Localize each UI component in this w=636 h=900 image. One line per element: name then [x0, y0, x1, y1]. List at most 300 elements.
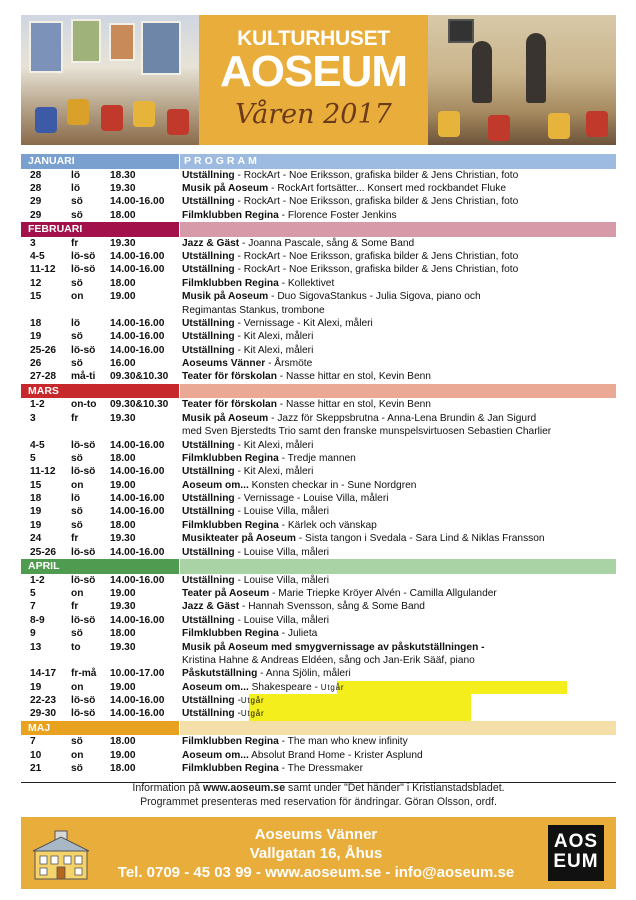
event-description: [182, 587, 497, 600]
info-pre: Information på: [132, 782, 204, 794]
event-detail: - Anna Sjölin, måleri: [260, 668, 351, 680]
event-row: [21, 439, 616, 452]
event-detail: - Kit Alexi, måleri: [237, 466, 314, 478]
event-time: 18.30: [110, 169, 136, 181]
event-detail: - Nasse hittar en stol, Kevin Benn: [279, 399, 431, 411]
event-title: Utställning: [182, 708, 235, 720]
event-row: [21, 344, 616, 357]
event-title: Utställning: [182, 196, 235, 208]
event-day: lö-sö: [71, 466, 96, 478]
event-time: 14.00-16.00: [110, 331, 165, 343]
event-date: 19: [30, 331, 42, 343]
footer-text: [96, 826, 536, 881]
event-title: Jazz & Gäst: [182, 237, 240, 249]
event-day: lö-sö: [71, 264, 96, 276]
event-date: 29-30: [30, 708, 57, 720]
event-detail: - Kit Alexi, måleri: [237, 439, 314, 451]
event-description: [182, 344, 313, 357]
event-day: lö-sö: [71, 439, 96, 451]
event-time: 14.00-16.00: [110, 708, 165, 720]
month-bar: [180, 384, 616, 399]
event-date: 29: [30, 196, 42, 208]
event-date: 5: [30, 587, 36, 599]
event-time: 09.30&10.30: [110, 399, 169, 411]
footer-banner: [21, 817, 616, 889]
event-row: [21, 587, 616, 600]
event-description: [182, 237, 414, 250]
event-time: 14.00-16.00: [110, 506, 165, 518]
event-description: Utställning -Utgår: [182, 695, 265, 707]
event-time: 16.00: [110, 358, 136, 370]
event-day: fr: [71, 237, 79, 249]
cancelled-label: Utgår: [320, 682, 345, 692]
event-time: 14.00-16.00: [110, 317, 165, 329]
event-row: [21, 452, 616, 465]
event-day: sö: [71, 331, 83, 343]
event-date: 18: [30, 317, 42, 329]
event-date: 19: [30, 681, 42, 693]
month-header-april: [21, 559, 616, 574]
event-row: [21, 627, 616, 640]
event-day: lö: [71, 182, 81, 194]
event-detail: med Sven Bjerstedts Trio samt den franske munspelsvirtuosen Sebastien Charlier: [182, 426, 552, 438]
event-row: [21, 169, 616, 182]
event-date: 7: [30, 601, 36, 613]
event-title: Utställning: [182, 331, 235, 343]
event-day: sö: [71, 196, 83, 208]
event-title: Aoseum om...: [182, 681, 249, 693]
event-detail: - Julieta: [281, 628, 318, 640]
banner-title: [199, 15, 428, 145]
event-date: 25-26: [30, 344, 57, 356]
event-description: [182, 277, 334, 290]
event-detail: - Florence Foster Jenkins: [281, 209, 397, 221]
event-title: Teater för förskolan: [182, 399, 277, 411]
event-time: 18.00: [110, 452, 136, 464]
event-date: 18: [30, 493, 42, 505]
event-time: 14.00-16.00: [110, 439, 165, 451]
event-detail: - Marie Triepke Kröyer Alvén - Camilla Allgulander: [272, 587, 497, 599]
event-date: 10: [30, 749, 42, 761]
event-detail: - Kärlek och vänskap: [281, 519, 377, 531]
event-date: 26: [30, 358, 42, 370]
event-row: [21, 574, 616, 587]
event-description: Utställning -Utgår: [182, 708, 265, 720]
event-day: sö: [71, 736, 83, 748]
event-date: 11-12: [30, 466, 56, 478]
event-title: Filmklubben Regina: [182, 628, 279, 640]
event-description: [182, 439, 313, 452]
event-row: [21, 412, 616, 425]
concert-photo: [428, 15, 616, 145]
info-text: [21, 781, 616, 809]
event-time: 19.00: [110, 479, 136, 491]
event-day: lö-sö: [71, 708, 96, 720]
event-row: [21, 317, 616, 330]
event-description: [182, 412, 536, 425]
event-detail: - Vernissage - Kit Alexi, måleri: [237, 317, 373, 329]
event-time: 14.00-16.00: [110, 695, 165, 707]
event-time: 19.00: [110, 749, 136, 761]
event-detail: - RockArt fortsätter... Konsert med rockbandet Fluke: [271, 182, 507, 194]
event-detail: - Kit Alexi, måleri: [237, 331, 314, 343]
month-bar: [180, 222, 616, 237]
event-description: [182, 532, 545, 545]
month-bar: PROGRAM: [180, 154, 616, 169]
event-title: Utställning: [182, 250, 235, 262]
event-detail: - Louise Villa, måleri: [237, 546, 330, 558]
event-row: [21, 398, 616, 411]
event-date: 19: [30, 506, 42, 518]
event-description: [182, 749, 423, 762]
event-date: 15: [30, 479, 42, 491]
aoseum-logo: [548, 825, 604, 881]
event-day: fr-må: [71, 668, 97, 680]
month-header-februari: [21, 222, 616, 237]
info-post: samt under "Det händer" i Kristianstadsbladet.: [285, 782, 505, 794]
event-description: [182, 398, 431, 411]
event-description: [182, 425, 551, 438]
event-day: to: [71, 641, 81, 653]
event-row: [21, 357, 616, 370]
event-detail: - Kit Alexi, måleri: [237, 344, 314, 356]
event-day: sö: [71, 452, 83, 464]
event-time: 19.30: [110, 237, 136, 249]
event-day: lö-sö: [71, 614, 96, 626]
event-day: sö: [71, 519, 83, 531]
event-description: [182, 209, 397, 222]
event-day: lö-sö: [71, 546, 96, 558]
event-time: 14.00-16.00: [110, 196, 165, 208]
event-time: 14.00-16.00: [110, 466, 165, 478]
event-row: [21, 277, 616, 290]
event-date: 3: [30, 237, 36, 249]
event-row: [21, 465, 616, 478]
footer-address: Vallgatan 16, Åhus: [249, 845, 383, 862]
event-row: [21, 250, 616, 263]
event-description: [182, 519, 377, 532]
event-description: [182, 614, 329, 627]
event-day: sö: [71, 763, 83, 775]
event-description: [182, 641, 485, 654]
event-time: 14.00-16.00: [110, 344, 165, 356]
event-detail: - Kollektivet: [281, 277, 335, 289]
event-time: 14.00-16.00: [110, 250, 165, 262]
event-detail: - Jazz för Skeppsbrutna - Anna-Lena Brundin & Jan Sigurd: [271, 412, 537, 424]
event-title: Filmklubben Regina: [182, 736, 279, 748]
event-row: [21, 237, 616, 250]
house-icon: [29, 829, 93, 881]
event-row: [21, 182, 616, 195]
event-day: sö: [71, 277, 83, 289]
cancelled-label: Utgår: [240, 696, 265, 706]
event-detail: - Vernissage - Louise Villa, måleri: [237, 493, 389, 505]
event-description: [182, 195, 518, 208]
event-title: Utställning: [182, 466, 235, 478]
event-title: Teater för förskolan: [182, 371, 277, 383]
event-detail: Konsten checkar in - Sune Nordgren: [251, 479, 417, 491]
event-description: [182, 370, 431, 383]
event-row: [21, 654, 616, 667]
event-description: [182, 492, 388, 505]
event-description: [182, 574, 329, 587]
logo-top: AOS: [553, 831, 599, 852]
event-time: 14.00-16.00: [110, 264, 165, 276]
event-time: 19.30: [110, 182, 136, 194]
event-time: 18.00: [110, 209, 136, 221]
cancelled-highlight: [249, 707, 471, 720]
cancelled-label: Utgår: [240, 709, 265, 719]
event-date: 7: [30, 736, 36, 748]
event-detail: - Hannah Svensson, sång & Some Band: [242, 601, 425, 613]
event-time: 18.00: [110, 628, 136, 640]
event-description: [182, 263, 518, 276]
event-detail: - Louise Villa, måleri: [237, 614, 330, 626]
event-detail: - Tredje mannen: [281, 452, 356, 464]
event-row: [21, 304, 616, 317]
month-name: FEBRUARI: [21, 222, 179, 237]
event-date: 22-23: [30, 695, 57, 707]
event-description: [182, 465, 313, 478]
event-detail: - RockArt - Noe Eriksson, grafiska bilder & Jens Christian, foto: [237, 264, 519, 276]
banner-season: Våren 2017: [235, 99, 392, 130]
event-time: 14.00-16.00: [110, 493, 165, 505]
event-date: 19: [30, 519, 42, 531]
event-description: [182, 304, 325, 317]
event-description: [182, 290, 481, 303]
event-title: Teater på Aoseum: [182, 587, 270, 599]
event-description: [182, 546, 329, 559]
event-date: 21: [30, 763, 42, 775]
event-day: fr: [71, 533, 79, 545]
event-row: [21, 641, 616, 654]
event-row: [21, 681, 616, 694]
event-detail: - Sista tangon i Svedala - Sara Lind & Niklas Fransson: [298, 533, 545, 545]
event-date: 5: [30, 452, 36, 464]
info-line2: Programmet presenteras med reservation för ändringar. Göran Olsson, ordf.: [140, 796, 497, 808]
event-time: 09.30&10.30: [110, 371, 169, 383]
event-date: 12: [30, 277, 42, 289]
event-row: [21, 749, 616, 762]
event-detail: - RockArt - Noe Eriksson, grafiska bilder & Jens Christian, foto: [237, 169, 519, 181]
event-title: Jazz & Gäst: [182, 601, 240, 613]
month-bar: [180, 721, 616, 736]
event-description: [182, 627, 317, 640]
event-row: [21, 263, 616, 276]
event-row: [21, 600, 616, 613]
event-day: on-to: [71, 399, 97, 411]
event-title: Musik på Aoseum: [182, 291, 269, 303]
event-time: 19.00: [110, 587, 136, 599]
event-detail: - RockArt - Noe Eriksson, grafiska bilder & Jens Christian, foto: [237, 250, 519, 262]
month-header-januari: [21, 154, 616, 169]
banner-line1: KULTURHUSET: [237, 27, 390, 50]
event-day: on: [71, 479, 84, 491]
event-date: 28: [30, 182, 42, 194]
event-title: Utställning: [182, 695, 235, 707]
event-row: [21, 479, 616, 492]
event-row: [21, 195, 616, 208]
event-description: [182, 169, 518, 182]
event-day: sö: [71, 628, 83, 640]
event-title: Utställning: [182, 264, 235, 276]
event-day: lö-sö: [71, 574, 96, 586]
header-banner: [21, 15, 616, 145]
event-time: 18.00: [110, 763, 136, 775]
event-date: 14-17: [30, 668, 57, 680]
event-day: on: [71, 291, 84, 303]
event-date: 28: [30, 169, 42, 181]
event-title: Filmklubben Regina: [182, 452, 279, 464]
event-title: Utställning: [182, 614, 235, 626]
event-title: Musik på Aoseum: [182, 182, 269, 194]
event-date: 27-28: [30, 371, 57, 383]
event-day: on: [71, 681, 84, 693]
event-title: Utställning: [182, 574, 235, 586]
event-time: 19.30: [110, 412, 136, 424]
event-title: Filmklubben Regina: [182, 519, 279, 531]
event-description: [182, 317, 373, 330]
event-day: lö-sö: [71, 250, 96, 262]
event-date: 15: [30, 291, 42, 303]
event-detail: Kristina Hahne & Andreas Eldéen, sång och Jan-Erik Sääf, piano: [182, 654, 475, 666]
event-day: må-ti: [71, 371, 96, 383]
event-date: 25-26: [30, 546, 57, 558]
event-row: [21, 614, 616, 627]
event-description: [182, 681, 344, 694]
event-title: Utställning: [182, 546, 235, 558]
event-detail: - Louise Villa, måleri: [237, 574, 330, 586]
event-description: [182, 182, 506, 195]
event-time: 19.30: [110, 641, 136, 653]
event-title: Aoseum om...: [182, 749, 249, 761]
cancelled-highlight: [249, 694, 471, 707]
gallery-photo: [21, 15, 199, 145]
event-description: [182, 357, 312, 370]
event-day: fr: [71, 412, 79, 424]
event-date: 11-12: [30, 264, 56, 276]
event-row: [21, 425, 616, 438]
event-description: [182, 505, 329, 518]
info-site[interactable]: www.aoseum.se: [203, 782, 286, 794]
event-title: Musikteater på Aoseum: [182, 533, 296, 545]
event-day: lö-sö: [71, 344, 96, 356]
event-description: [182, 654, 475, 667]
event-detail: - The Dressmaker: [281, 763, 363, 775]
event-time: 14.00-16.00: [110, 574, 165, 586]
event-detail: Shakespeare -: [251, 681, 318, 693]
event-title: Filmklubben Regina: [182, 763, 279, 775]
event-row: [21, 707, 616, 720]
event-day: lö-sö: [71, 695, 96, 707]
event-row: [21, 762, 616, 775]
event-row: [21, 370, 616, 383]
event-title: Utställning: [182, 169, 235, 181]
event-time: 19.00: [110, 681, 136, 693]
event-title: Aoseums Vänner: [182, 358, 266, 370]
event-day: lö: [71, 169, 81, 181]
event-title: Musik på Aoseum: [182, 412, 269, 424]
footer-contact[interactable]: Tel. 0709 - 45 03 99 - www.aoseum.se - info@aoseum.se: [117, 864, 515, 881]
event-detail: - Nasse hittar en stol, Kevin Benn: [279, 371, 431, 383]
month-name: APRIL: [21, 559, 179, 574]
event-time: 19.00: [110, 291, 136, 303]
event-row: [21, 694, 616, 707]
event-day: lö: [71, 493, 81, 505]
logo-bottom: EUM: [553, 851, 599, 872]
event-row: [21, 735, 616, 748]
cancelled-highlight: [337, 681, 567, 694]
banner-line2: AOSEUM: [219, 47, 408, 96]
event-row: [21, 667, 616, 680]
event-description: [182, 330, 313, 343]
event-row: [21, 330, 616, 343]
month-header-maj: [21, 721, 616, 736]
month-bar: [180, 559, 616, 574]
event-title: Filmklubben Regina: [182, 277, 279, 289]
event-title: Filmklubben Regina: [182, 209, 279, 221]
month-name: JANUARI: [21, 154, 179, 169]
event-description: [182, 479, 416, 492]
event-description: [182, 667, 351, 680]
event-time: 19.30: [110, 601, 136, 613]
event-row: [21, 546, 616, 559]
event-detail: - Duo SigovaStankus - Julia Sigova, piano och: [271, 291, 481, 303]
event-row: [21, 532, 616, 545]
event-description: [182, 735, 408, 748]
event-row: [21, 505, 616, 518]
event-time: 10.00-17.00: [110, 668, 165, 680]
event-row: [21, 519, 616, 532]
event-detail: Absolut Brand Home - Krister Asplund: [251, 749, 423, 761]
event-date: 1-2: [30, 399, 45, 411]
event-title: Utställning: [182, 317, 235, 329]
event-row: [21, 209, 616, 222]
event-date: 29: [30, 209, 42, 221]
event-title: Utställning: [182, 439, 235, 451]
event-time: 14.00-16.00: [110, 546, 165, 558]
event-detail: - The man who knew infinity: [281, 736, 408, 748]
month-header-mars: [21, 384, 616, 399]
event-row: [21, 290, 616, 303]
event-title: Påskutställning: [182, 668, 258, 680]
event-date: 4-5: [30, 439, 45, 451]
event-title: Aoseum om...: [182, 479, 249, 491]
event-date: 1-2: [30, 574, 45, 586]
event-day: sö: [71, 358, 83, 370]
event-detail: - Årsmöte: [268, 358, 313, 370]
event-detail: - Louise Villa, måleri: [237, 506, 330, 518]
event-date: 4-5: [30, 250, 45, 262]
event-description: [182, 762, 363, 775]
event-day: sö: [71, 209, 83, 221]
event-description: [182, 600, 425, 613]
event-date: 9: [30, 628, 36, 640]
event-time: 18.00: [110, 519, 136, 531]
event-detail: - Joanna Pascale, sång & Some Band: [242, 237, 415, 249]
event-time: 14.00-16.00: [110, 614, 165, 626]
event-day: sö: [71, 506, 83, 518]
event-date: 24: [30, 533, 42, 545]
event-day: on: [71, 749, 84, 761]
event-title: Utställning: [182, 493, 235, 505]
month-name: MAJ: [21, 721, 179, 736]
event-time: 18.00: [110, 736, 136, 748]
event-description: [182, 250, 518, 263]
event-time: 19.30: [110, 533, 136, 545]
footer-org: Aoseums Vänner: [254, 826, 378, 843]
event-time: 18.00: [110, 277, 136, 289]
